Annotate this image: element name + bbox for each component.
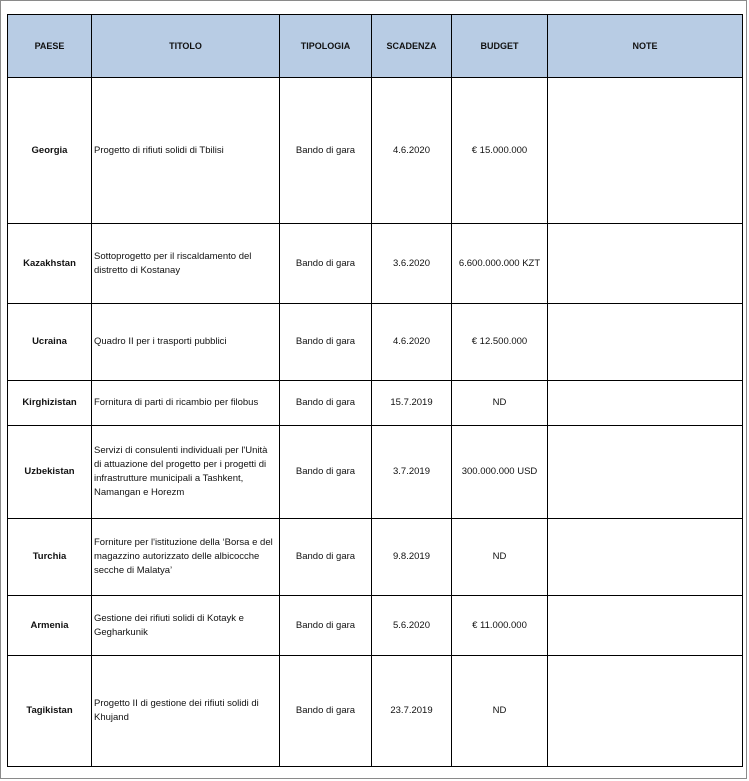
cell-titolo: Gestione dei rifiuti solidi di Kotayk e Gegharkunik	[92, 596, 280, 656]
cell-note	[548, 78, 743, 224]
cell-note	[548, 381, 743, 426]
cell-tipologia: Bando di gara	[280, 304, 372, 381]
cell-titolo: Sottoprogetto per il riscaldamento del distretto di Kostanay	[92, 224, 280, 304]
header-note: NOTE	[548, 15, 743, 78]
table-row	[8, 78, 743, 224]
table-row	[8, 426, 743, 519]
cell-budget: € 15.000.000	[452, 78, 548, 224]
cell-tipologia: Bando di gara	[280, 656, 372, 767]
cell-note	[548, 426, 743, 519]
table-row	[8, 304, 743, 381]
cell-paese: Ucraina	[8, 304, 92, 381]
cell-budget: ND	[452, 519, 548, 596]
cell-paese: Tagikistan	[8, 656, 92, 767]
cell-paese: Armenia	[8, 596, 92, 656]
table-row	[8, 381, 743, 426]
cell-scadenza: 4.6.2020	[372, 304, 452, 381]
cell-note	[548, 519, 743, 596]
table-row	[8, 224, 743, 304]
table-row	[8, 519, 743, 596]
cell-budget: € 12.500.000	[452, 304, 548, 381]
header-row	[8, 15, 743, 78]
cell-budget: ND	[452, 656, 548, 767]
tenders-table	[7, 14, 743, 767]
header-titolo: TITOLO	[92, 15, 280, 78]
cell-tipologia: Bando di gara	[280, 381, 372, 426]
cell-scadenza: 15.7.2019	[372, 381, 452, 426]
cell-scadenza: 4.6.2020	[372, 78, 452, 224]
cell-scadenza: 9.8.2019	[372, 519, 452, 596]
header-tipologia: TIPOLOGIA	[280, 15, 372, 78]
cell-titolo: Fornitura di parti di ricambio per filobus	[92, 381, 280, 426]
cell-paese: Kazakhstan	[8, 224, 92, 304]
table-row	[8, 596, 743, 656]
cell-tipologia: Bando di gara	[280, 426, 372, 519]
cell-budget: € 11.000.000	[452, 596, 548, 656]
cell-paese: Georgia	[8, 78, 92, 224]
cell-note	[548, 656, 743, 767]
cell-tipologia: Bando di gara	[280, 519, 372, 596]
table-row	[8, 656, 743, 767]
cell-titolo: Progetto di rifiuti solidi di Tbilisi	[92, 78, 280, 224]
cell-titolo: Servizi di consulenti individuali per l'Unità di attuazione del progetto per i progetti di infrastrutture municipali a Tashkent, Namangan e Horezm	[92, 426, 280, 519]
cell-scadenza: 5.6.2020	[372, 596, 452, 656]
cell-scadenza: 3.6.2020	[372, 224, 452, 304]
header-paese: PAESE	[8, 15, 92, 78]
cell-scadenza: 3.7.2019	[372, 426, 452, 519]
cell-titolo: Progetto II di gestione dei rifiuti solidi di Khujand	[92, 656, 280, 767]
cell-scadenza: 23.7.2019	[372, 656, 452, 767]
cell-budget: ND	[452, 381, 548, 426]
cell-paese: Kirghizistan	[8, 381, 92, 426]
header-budget: BUDGET	[452, 15, 548, 78]
cell-note	[548, 596, 743, 656]
cell-budget: 300.000.000 USD	[452, 426, 548, 519]
cell-paese: Turchia	[8, 519, 92, 596]
cell-tipologia: Bando di gara	[280, 596, 372, 656]
cell-note	[548, 304, 743, 381]
cell-tipologia: Bando di gara	[280, 78, 372, 224]
cell-budget: 6.600.000.000 KZT	[452, 224, 548, 304]
cell-tipologia: Bando di gara	[280, 224, 372, 304]
cell-note	[548, 224, 743, 304]
cell-titolo: Quadro II per i trasporti pubblici	[92, 304, 280, 381]
cell-paese: Uzbekistan	[8, 426, 92, 519]
cell-titolo: Forniture per l'istituzione della ‘Borsa e del magazzino autorizzato delle albicocche secche di Malatya’	[92, 519, 280, 596]
header-scadenza: SCADENZA	[372, 15, 452, 78]
